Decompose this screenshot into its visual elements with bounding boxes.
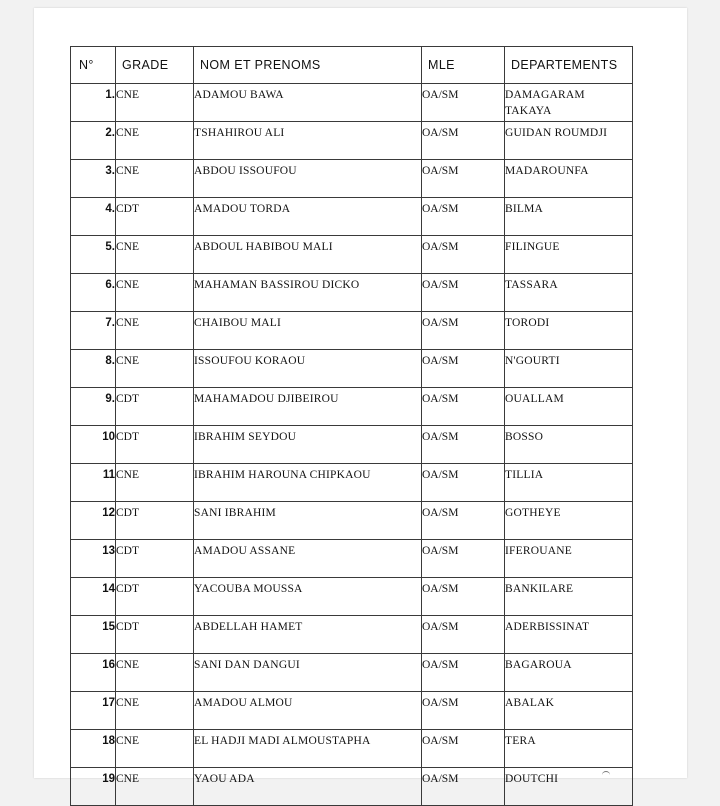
row-mle: OA/SM (422, 692, 505, 730)
row-grade: CDT (116, 502, 194, 540)
row-name: SANI IBRAHIM (194, 502, 422, 540)
row-name: ABDELLAH HAMET (194, 616, 422, 654)
header-mle: MLE (422, 47, 505, 84)
row-name: AMADOU ALMOU (194, 692, 422, 730)
row-number: 19 (71, 768, 116, 806)
row-name: YAOU ADA (194, 768, 422, 806)
row-number: 1. (71, 84, 116, 122)
row-department: GOTHEYE (505, 502, 633, 540)
row-grade: CNE (116, 160, 194, 198)
row-grade: CNE (116, 122, 194, 160)
row-name: ABDOU ISSOUFOU (194, 160, 422, 198)
table-header-row (71, 47, 633, 84)
row-number: 8. (71, 350, 116, 388)
row-department: FILINGUE (505, 236, 633, 274)
row-mle: OA/SM (422, 84, 505, 122)
row-department: TILLIA (505, 464, 633, 502)
table-row (71, 578, 633, 616)
row-department: ADERBISSINAT (505, 616, 633, 654)
row-department: DAMAGARAM TAKAYA (505, 84, 633, 122)
table-row (71, 730, 633, 768)
header-department: DEPARTEMENTS (505, 47, 633, 84)
row-name: AMADOU TORDA (194, 198, 422, 236)
row-number: 11 (71, 464, 116, 502)
row-department: BANKILARE (505, 578, 633, 616)
row-number: 6. (71, 274, 116, 312)
row-mle: OA/SM (422, 350, 505, 388)
row-name: IBRAHIM SEYDOU (194, 426, 422, 464)
row-name: IBRAHIM HAROUNA CHIPKAOU (194, 464, 422, 502)
row-mle: OA/SM (422, 160, 505, 198)
header-name: NOM ET PRENOMS (194, 47, 422, 84)
row-name: CHAIBOU MALI (194, 312, 422, 350)
row-grade: CNE (116, 692, 194, 730)
row-department: GUIDAN ROUMDJI (505, 122, 633, 160)
row-mle: OA/SM (422, 654, 505, 692)
row-number: 14 (71, 578, 116, 616)
row-number: 5. (71, 236, 116, 274)
table-row (71, 426, 633, 464)
row-number: 13 (71, 540, 116, 578)
row-number: 15 (71, 616, 116, 654)
row-grade: CDT (116, 540, 194, 578)
row-department: ABALAK (505, 692, 633, 730)
table-row (71, 768, 633, 806)
table-row (71, 198, 633, 236)
table-row (71, 540, 633, 578)
row-department: N'GOURTI (505, 350, 633, 388)
row-department: BAGAROUA (505, 654, 633, 692)
row-number: 10 (71, 426, 116, 464)
table-row (71, 350, 633, 388)
table-row (71, 236, 633, 274)
row-number: 12 (71, 502, 116, 540)
table-row (71, 84, 633, 122)
row-name: EL HADJI MADI ALMOUSTAPHA (194, 730, 422, 768)
row-name: SANI DAN DANGUI (194, 654, 422, 692)
table-row (71, 616, 633, 654)
row-mle: OA/SM (422, 122, 505, 160)
row-name: ABDOUL HABIBOU MALI (194, 236, 422, 274)
row-grade: CNE (116, 730, 194, 768)
row-grade: CNE (116, 236, 194, 274)
table-row (71, 464, 633, 502)
row-name: MAHAMAN BASSIROU DICKO (194, 274, 422, 312)
row-grade: CNE (116, 312, 194, 350)
row-grade: CNE (116, 84, 194, 122)
row-department: MADAROUNFA (505, 160, 633, 198)
document-page (34, 8, 687, 785)
row-name: YACOUBA MOUSSA (194, 578, 422, 616)
row-number: 3. (71, 160, 116, 198)
row-grade: CDT (116, 616, 194, 654)
row-mle: OA/SM (422, 236, 505, 274)
table-row (71, 274, 633, 312)
table-row (71, 388, 633, 426)
row-mle: OA/SM (422, 578, 505, 616)
row-grade: CNE (116, 654, 194, 692)
table-row (71, 654, 633, 692)
row-grade: CDT (116, 426, 194, 464)
row-grade: CNE (116, 768, 194, 806)
header-number: N° (71, 47, 116, 84)
row-mle: OA/SM (422, 464, 505, 502)
row-mle: OA/SM (422, 502, 505, 540)
row-mle: OA/SM (422, 768, 505, 806)
row-mle: OA/SM (422, 540, 505, 578)
row-mle: OA/SM (422, 312, 505, 350)
row-number: 16 (71, 654, 116, 692)
row-mle: OA/SM (422, 730, 505, 768)
table-row (71, 122, 633, 160)
table-row (71, 692, 633, 730)
row-number: 17 (71, 692, 116, 730)
row-mle: OA/SM (422, 616, 505, 654)
row-mle: OA/SM (422, 274, 505, 312)
header-grade: GRADE (116, 47, 194, 84)
row-department: BOSSO (505, 426, 633, 464)
row-name: MAHAMADOU DJIBEIROU (194, 388, 422, 426)
row-department: DOUTCHI (505, 768, 633, 806)
officer-table (70, 46, 633, 806)
row-number: 2. (71, 122, 116, 160)
row-department: TERA (505, 730, 633, 768)
row-grade: CNE (116, 464, 194, 502)
row-department: BILMA (505, 198, 633, 236)
table-row (71, 160, 633, 198)
row-number: 18 (71, 730, 116, 768)
row-department: OUALLAM (505, 388, 633, 426)
row-number: 9. (71, 388, 116, 426)
row-mle: OA/SM (422, 198, 505, 236)
row-grade: CNE (116, 350, 194, 388)
row-name: TSHAHIROU ALI (194, 122, 422, 160)
row-number: 4. (71, 198, 116, 236)
row-name: ADAMOU BAWA (194, 84, 422, 122)
table-row (71, 312, 633, 350)
row-grade: CDT (116, 198, 194, 236)
page-corner-mark (602, 771, 610, 776)
row-grade: CNE (116, 274, 194, 312)
row-grade: CDT (116, 388, 194, 426)
row-number: 7. (71, 312, 116, 350)
row-mle: OA/SM (422, 388, 505, 426)
table-row (71, 502, 633, 540)
row-mle: OA/SM (422, 426, 505, 464)
row-department: TORODI (505, 312, 633, 350)
row-department: IFEROUANE (505, 540, 633, 578)
row-name: ISSOUFOU KORAOU (194, 350, 422, 388)
row-name: AMADOU ASSANE (194, 540, 422, 578)
row-department: TASSARA (505, 274, 633, 312)
row-grade: CDT (116, 578, 194, 616)
table-body (71, 84, 633, 806)
